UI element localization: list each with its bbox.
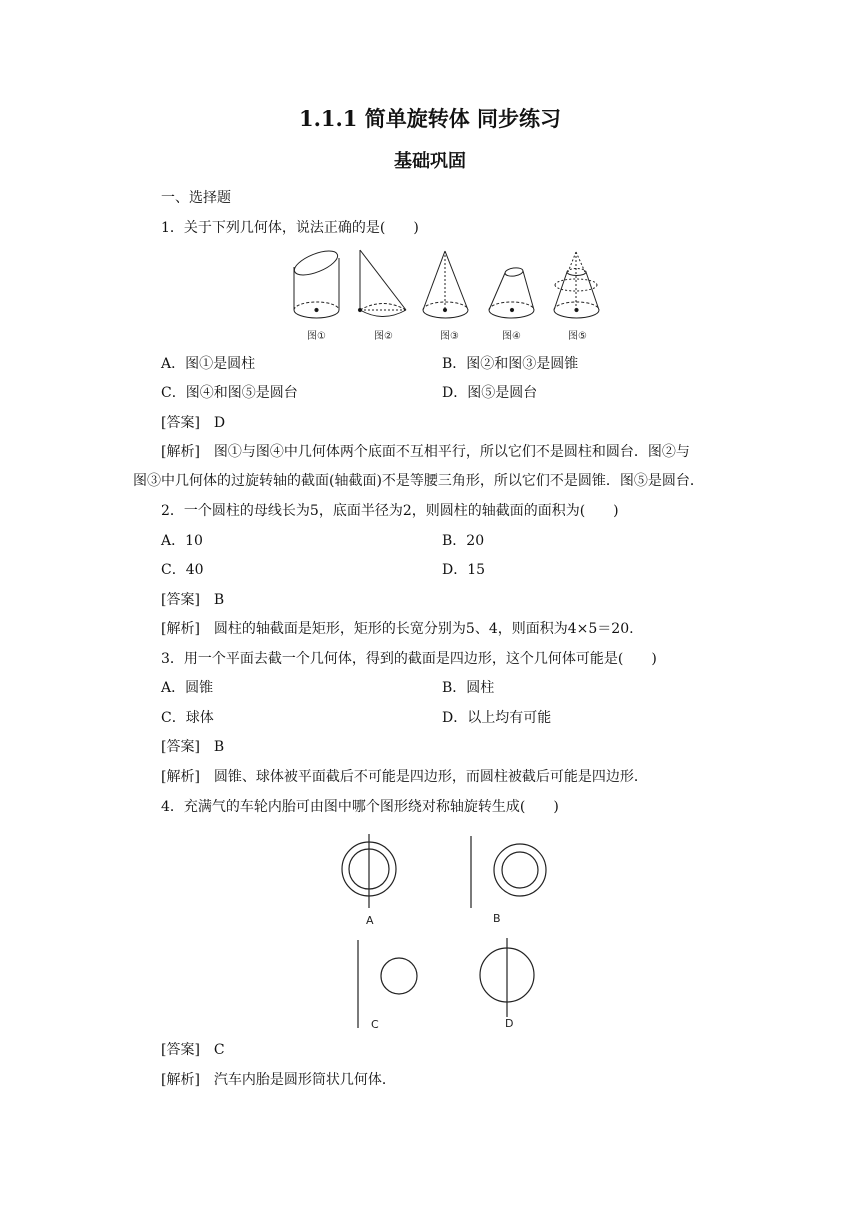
q4-analysis: [解析] 汽车内胎是圆形筒状几何体． — [161, 1072, 396, 1088]
q4-stem: 4．充满气的车轮内胎可由图中哪个图形绕对称轴旋转生成( ) — [161, 799, 559, 815]
q3-analysis: [解析] 圆锥、球体被平面截后不可能是四边形，而圆柱被截后可能是四边形． — [161, 769, 648, 785]
q3-option-c: C．球体 — [161, 710, 214, 726]
page-title: 1.1.1 简单旋转体 同步练习 — [298, 106, 562, 131]
q2-option-d: D．15 — [442, 562, 486, 578]
q2-option-a: A．10 — [161, 533, 203, 549]
q1-option-a: A．图①是圆柱 — [161, 356, 256, 372]
q1-analysis-line2: 图③中几何体的过旋转轴的截面(轴截面)不是等腰三角形，所以它们不是圆锥．图⑤是圆台． — [133, 473, 704, 489]
q1-analysis-line1: [解析] 图①与图④中几何体两个底面不互相平行，所以它们不是圆柱和圆台．图②与 — [161, 444, 690, 460]
q1-answer: [答案] D — [161, 415, 226, 431]
option-b-label: B — [493, 912, 501, 925]
q2-analysis: [解析] 圆柱的轴截面是矩形，矩形的长宽分别为5、4，则面积为4×5＝20. — [161, 621, 634, 637]
q1-option-d: D．图⑤是圆台 — [442, 385, 538, 401]
q3-option-a: A．圆锥 — [161, 680, 214, 696]
q2-option-b: B．20 — [442, 533, 485, 549]
option-a-label: A — [366, 914, 374, 927]
q1-option-c: C．图④和图⑤是圆台 — [161, 385, 298, 401]
page-subtitle: 基础巩固 — [394, 151, 466, 172]
q4-answer: [答案] C — [161, 1042, 225, 1058]
option-c-label: C — [371, 1018, 379, 1031]
fig5-label: 图⑤ — [568, 331, 587, 342]
fig4-label: 图④ — [502, 331, 521, 342]
q2-answer: [答案] B — [161, 592, 225, 608]
q3-stem: 3．用一个平面去截一个几何体，得到的截面是四边形，这个几何体可能是( ) — [161, 651, 657, 667]
q4-figure — [335, 832, 545, 1032]
q3-option-d: D．以上均有可能 — [442, 710, 552, 726]
q2-option-c: C．40 — [161, 562, 204, 578]
fig3-label: 图③ — [440, 331, 459, 342]
fig1-top-ellipse — [291, 246, 340, 280]
q2-stem: 2．一个圆柱的母线长为5，底面半径为2，则圆柱的轴截面的面积为( ) — [161, 503, 619, 519]
fig2-label: 图② — [374, 331, 393, 342]
q3-option-b: B．圆柱 — [442, 680, 495, 696]
fig1-label: 图① — [307, 331, 326, 342]
q1-option-b: B．图②和图③是圆锥 — [442, 356, 579, 372]
section-heading: 一、选择题 — [161, 190, 231, 206]
option-d-label: D — [505, 1017, 514, 1030]
q1-stem: 1．关于下列几何体，说法正确的是( ) — [161, 220, 419, 236]
q1-figure — [285, 248, 595, 348]
q3-answer: [答案] B — [161, 739, 225, 755]
